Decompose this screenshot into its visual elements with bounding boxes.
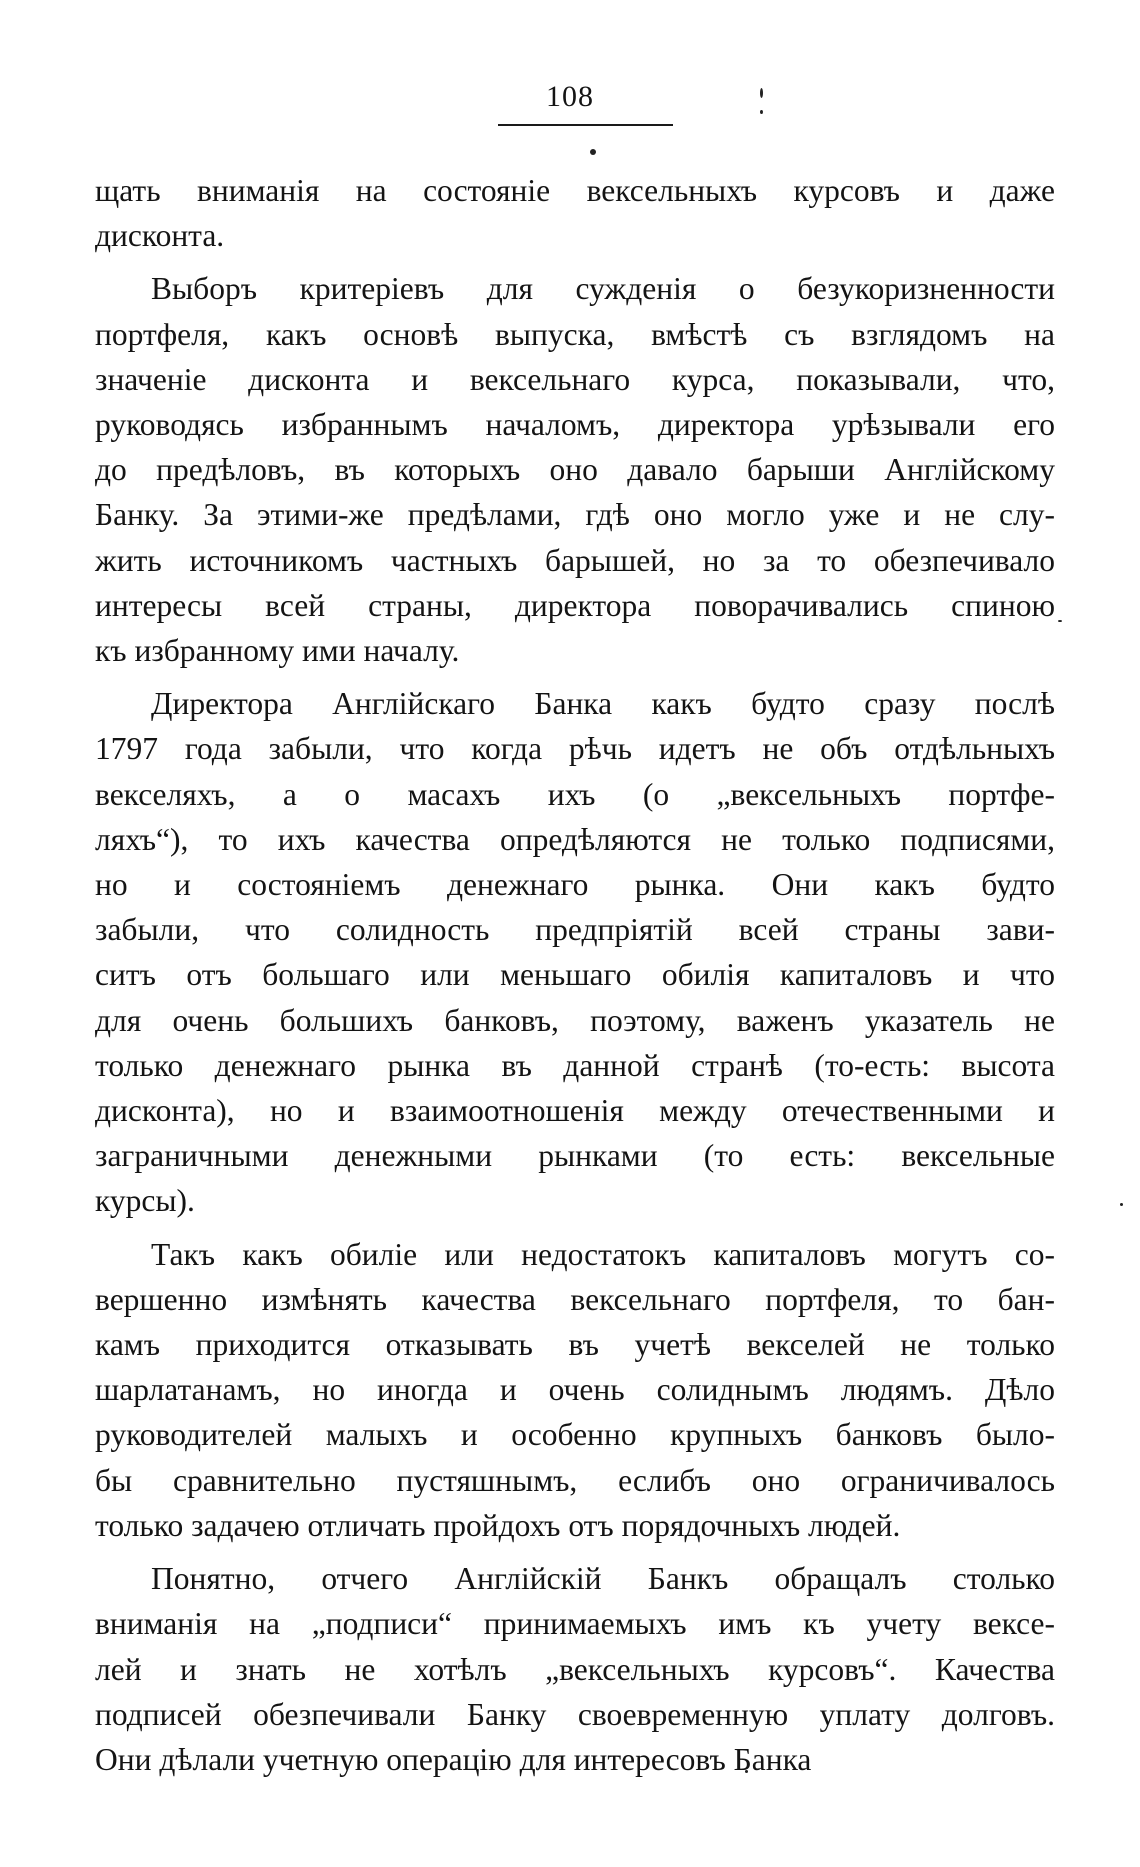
text-line: 1797 года забыли, что когда рѣчь идетъ не объ отдѣльныхъ [95, 731, 1055, 767]
print-speck [760, 110, 763, 114]
paragraph-gap [95, 673, 1055, 681]
text-line: ситъ отъ большаго или меньшаго обилія капиталовъ и что [95, 957, 1055, 993]
text-line: Такъ какъ обиліе или недостатокъ капиталовъ могутъ со- [151, 1236, 1055, 1272]
text-line: щать вниманія на состояніе вексельныхъ курсовъ и даже [95, 173, 1055, 208]
paragraph-gap [95, 1224, 1055, 1232]
text-line: жить источникомъ частныхъ барышей, но за то обезпечивало [95, 542, 1055, 578]
paragraph [95, 1232, 1055, 1548]
text-line: Директора Англійскаго Банка какъ будто сразу послѣ [151, 686, 1055, 722]
text-line: къ избранному ими началу. [95, 633, 460, 669]
print-speck [1058, 620, 1062, 622]
text-line: заграничными денежными рынками (то есть: вексельные [95, 1138, 1055, 1174]
text-line: дисконта), но и взаимоотношенія между отечественными и [95, 1093, 1055, 1129]
text-line: дисконта. [95, 218, 225, 254]
text-line: Выборъ критеріевъ для сужденія о безукоризненности [151, 271, 1055, 307]
text-line: Они дѣлали учетную операцію для интересовъ Банка [95, 1741, 812, 1777]
page-number: 108 [546, 80, 594, 113]
print-speck [590, 149, 596, 155]
body-text [95, 168, 1055, 1782]
text-line: но и состояніемъ денежнаго рынка. Они какъ будто [95, 867, 1055, 903]
text-line: вниманія на „подписи“ принимаемыхъ имъ къ учету вексе- [95, 1606, 1055, 1642]
paragraph [95, 681, 1055, 1223]
text-line: курсы). [95, 1183, 195, 1219]
print-speck [760, 88, 763, 98]
text-line: только денежнаго рынка въ данной странѣ (то-есть: высота [95, 1047, 1055, 1083]
paragraph [95, 168, 1055, 258]
text-line: Понятно, отчего Англійскій Банкъ обращалъ столько [151, 1561, 1055, 1597]
paragraph [95, 1556, 1055, 1782]
text-line: лей и знать не хотѣлъ „вексельныхъ курсовъ“. Качества [95, 1651, 1055, 1687]
paragraph-gap [95, 1548, 1055, 1556]
paragraph [95, 266, 1055, 673]
text-line: ляхъ“), то ихъ качества опредѣляются не только подписями, [95, 821, 1055, 857]
text-line: только задачею отличать пройдохъ отъ порядочныхъ людей. [95, 1507, 901, 1543]
text-line: подписей обезпечивали Банку своевременную уплату долговъ. [95, 1696, 1055, 1732]
text-line: векселяхъ, а о масахъ ихъ (о „вексельныхъ портфе- [95, 776, 1055, 812]
text-line: камъ приходится отказывать въ учетѣ векселей не только [95, 1327, 1055, 1363]
text-line: портфеля, какъ основѣ выпуска, вмѣстѣ съ взглядомъ на [95, 316, 1055, 352]
text-line: руководясь избраннымъ началомъ, директора урѣзывали его [95, 407, 1055, 443]
header-rule [498, 124, 673, 126]
text-line: забыли, что солидность предпріятій всей страны зави- [95, 912, 1055, 948]
print-speck [1120, 1203, 1123, 1206]
text-line: значеніе дисконта и вексельнаго курса, показывали, что, [95, 361, 1055, 397]
text-line: руководителей малыхъ и особенно крупныхъ банковъ было- [95, 1417, 1055, 1453]
text-line: бы сравнительно пустяшнымъ, еслибъ оно ограничивалось [95, 1462, 1055, 1498]
paragraph-gap [95, 258, 1055, 266]
text-line: интересы всей страны, директора поворачивались спиною [95, 587, 1055, 623]
text-line: вершенно измѣнять качества вексельнаго портфеля, то бан- [95, 1281, 1055, 1317]
text-line: Банку. За этими-же предѣлами, гдѣ оно могло уже и не слу- [95, 497, 1055, 533]
text-line: до предѣловъ, въ которыхъ оно давало барыши Англійскому [95, 452, 1055, 488]
text-line: для очень большихъ банковъ, поэтому, важенъ указатель не [95, 1002, 1055, 1038]
text-line: шарлатанамъ, но иногда и очень солиднымъ людямъ. Дѣло [95, 1372, 1055, 1408]
